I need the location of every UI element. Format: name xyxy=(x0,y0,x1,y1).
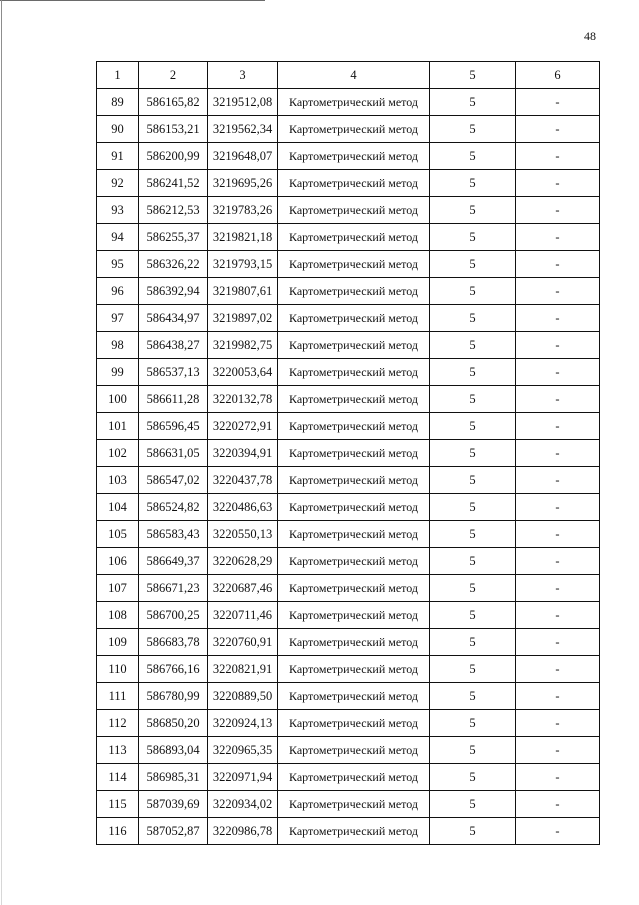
accuracy-cell: 5 xyxy=(430,494,516,521)
y-coordinate-cell: 3220486,63 xyxy=(208,494,278,521)
y-coordinate-cell: 3219821,18 xyxy=(208,224,278,251)
table-row xyxy=(97,521,600,548)
description-cell: - xyxy=(516,170,600,197)
accuracy-cell: 5 xyxy=(430,116,516,143)
table-row xyxy=(97,818,600,845)
accuracy-cell: 5 xyxy=(430,683,516,710)
accuracy-cell: 5 xyxy=(430,764,516,791)
y-coordinate-cell: 3220437,78 xyxy=(208,467,278,494)
point-number-cell: 101 xyxy=(97,413,139,440)
y-coordinate-cell: 3220965,35 xyxy=(208,737,278,764)
x-coordinate-cell: 586893,04 xyxy=(139,737,208,764)
accuracy-cell: 5 xyxy=(430,521,516,548)
point-number-cell: 90 xyxy=(97,116,139,143)
method-cell: Картометрический метод xyxy=(278,332,430,359)
x-coordinate-cell: 586153,21 xyxy=(139,116,208,143)
description-cell: - xyxy=(516,737,600,764)
accuracy-cell: 5 xyxy=(430,575,516,602)
x-coordinate-cell: 586547,02 xyxy=(139,467,208,494)
header-cell-col-2: 2 xyxy=(139,62,208,89)
y-coordinate-cell: 3220711,46 xyxy=(208,602,278,629)
y-coordinate-cell: 3220394,91 xyxy=(208,440,278,467)
table-row xyxy=(97,197,600,224)
point-number-cell: 96 xyxy=(97,278,139,305)
method-cell: Картометрический метод xyxy=(278,413,430,440)
point-number-cell: 89 xyxy=(97,89,139,116)
method-cell: Картометрический метод xyxy=(278,386,430,413)
scan-edge-top xyxy=(0,0,265,1)
description-cell: - xyxy=(516,386,600,413)
point-number-cell: 99 xyxy=(97,359,139,386)
point-number-cell: 114 xyxy=(97,764,139,791)
x-coordinate-cell: 586631,05 xyxy=(139,440,208,467)
table-row xyxy=(97,629,600,656)
accuracy-cell: 5 xyxy=(430,413,516,440)
table-row xyxy=(97,170,600,197)
accuracy-cell: 5 xyxy=(430,305,516,332)
accuracy-cell: 5 xyxy=(430,332,516,359)
y-coordinate-cell: 3219793,15 xyxy=(208,251,278,278)
accuracy-cell: 5 xyxy=(430,359,516,386)
accuracy-cell: 5 xyxy=(430,818,516,845)
y-coordinate-cell: 3220053,64 xyxy=(208,359,278,386)
header-cell-col-6: 6 xyxy=(516,62,600,89)
x-coordinate-cell: 586649,37 xyxy=(139,548,208,575)
table-row xyxy=(97,683,600,710)
table-row xyxy=(97,710,600,737)
method-cell: Картометрический метод xyxy=(278,170,430,197)
x-coordinate-cell: 586537,13 xyxy=(139,359,208,386)
y-coordinate-cell: 3219783,26 xyxy=(208,197,278,224)
point-number-cell: 94 xyxy=(97,224,139,251)
x-coordinate-cell: 586700,25 xyxy=(139,602,208,629)
description-cell: - xyxy=(516,710,600,737)
x-coordinate-cell: 586985,31 xyxy=(139,764,208,791)
x-coordinate-cell: 586524,82 xyxy=(139,494,208,521)
coordinates-table xyxy=(96,61,600,845)
method-cell: Картометрический метод xyxy=(278,629,430,656)
description-cell: - xyxy=(516,89,600,116)
point-number-cell: 98 xyxy=(97,332,139,359)
x-coordinate-cell: 586780,99 xyxy=(139,683,208,710)
description-cell: - xyxy=(516,143,600,170)
accuracy-cell: 5 xyxy=(430,89,516,116)
accuracy-cell: 5 xyxy=(430,440,516,467)
method-cell: Картометрический метод xyxy=(278,494,430,521)
header-cell-col-5: 5 xyxy=(430,62,516,89)
method-cell: Картометрический метод xyxy=(278,278,430,305)
point-number-cell: 103 xyxy=(97,467,139,494)
table-row xyxy=(97,89,600,116)
description-cell: - xyxy=(516,251,600,278)
x-coordinate-cell: 586671,23 xyxy=(139,575,208,602)
point-number-cell: 109 xyxy=(97,629,139,656)
method-cell: Картометрический метод xyxy=(278,737,430,764)
description-cell: - xyxy=(516,602,600,629)
y-coordinate-cell: 3220986,78 xyxy=(208,818,278,845)
description-cell: - xyxy=(516,683,600,710)
description-cell: - xyxy=(516,197,600,224)
description-cell: - xyxy=(516,413,600,440)
y-coordinate-cell: 3219807,61 xyxy=(208,278,278,305)
y-coordinate-cell: 3220889,50 xyxy=(208,683,278,710)
method-cell: Картометрический метод xyxy=(278,440,430,467)
point-number-cell: 106 xyxy=(97,548,139,575)
y-coordinate-cell: 3220628,29 xyxy=(208,548,278,575)
method-cell: Картометрический метод xyxy=(278,251,430,278)
description-cell: - xyxy=(516,764,600,791)
point-number-cell: 93 xyxy=(97,197,139,224)
table-row xyxy=(97,224,600,251)
y-coordinate-cell: 3220821,91 xyxy=(208,656,278,683)
accuracy-cell: 5 xyxy=(430,710,516,737)
description-cell: - xyxy=(516,818,600,845)
point-number-cell: 107 xyxy=(97,575,139,602)
y-coordinate-cell: 3219982,75 xyxy=(208,332,278,359)
table-row xyxy=(97,359,600,386)
accuracy-cell: 5 xyxy=(430,224,516,251)
y-coordinate-cell: 3220687,46 xyxy=(208,575,278,602)
x-coordinate-cell: 586438,27 xyxy=(139,332,208,359)
method-cell: Картометрический метод xyxy=(278,197,430,224)
point-number-cell: 102 xyxy=(97,440,139,467)
description-cell: - xyxy=(516,548,600,575)
method-cell: Картометрический метод xyxy=(278,116,430,143)
point-number-cell: 92 xyxy=(97,170,139,197)
x-coordinate-cell: 587039,69 xyxy=(139,791,208,818)
description-cell: - xyxy=(516,791,600,818)
table-row xyxy=(97,467,600,494)
accuracy-cell: 5 xyxy=(430,737,516,764)
table-row xyxy=(97,116,600,143)
point-number-cell: 104 xyxy=(97,494,139,521)
scan-edge-left xyxy=(1,0,2,905)
method-cell: Картометрический метод xyxy=(278,710,430,737)
x-coordinate-cell: 586241,52 xyxy=(139,170,208,197)
x-coordinate-cell: 586766,16 xyxy=(139,656,208,683)
description-cell: - xyxy=(516,521,600,548)
header-cell-col-1: 1 xyxy=(97,62,139,89)
point-number-cell: 108 xyxy=(97,602,139,629)
description-cell: - xyxy=(516,305,600,332)
x-coordinate-cell: 586583,43 xyxy=(139,521,208,548)
x-coordinate-cell: 586200,99 xyxy=(139,143,208,170)
point-number-cell: 110 xyxy=(97,656,139,683)
x-coordinate-cell: 586392,94 xyxy=(139,278,208,305)
description-cell: - xyxy=(516,575,600,602)
table-row xyxy=(97,332,600,359)
y-coordinate-cell: 3219562,34 xyxy=(208,116,278,143)
table-row xyxy=(97,764,600,791)
point-number-cell: 113 xyxy=(97,737,139,764)
x-coordinate-cell: 586255,37 xyxy=(139,224,208,251)
y-coordinate-cell: 3219897,02 xyxy=(208,305,278,332)
accuracy-cell: 5 xyxy=(430,602,516,629)
accuracy-cell: 5 xyxy=(430,548,516,575)
table-row xyxy=(97,737,600,764)
method-cell: Картометрический метод xyxy=(278,791,430,818)
table-row xyxy=(97,656,600,683)
method-cell: Картометрический метод xyxy=(278,683,430,710)
page-number: 48 xyxy=(584,29,596,43)
description-cell: - xyxy=(516,629,600,656)
description-cell: - xyxy=(516,494,600,521)
accuracy-cell: 5 xyxy=(430,656,516,683)
table-row xyxy=(97,305,600,332)
method-cell: Картометрический метод xyxy=(278,224,430,251)
table-row xyxy=(97,602,600,629)
table-row xyxy=(97,251,600,278)
description-cell: - xyxy=(516,116,600,143)
method-cell: Картометрический метод xyxy=(278,818,430,845)
description-cell: - xyxy=(516,359,600,386)
header-cell-col-4: 4 xyxy=(278,62,430,89)
method-cell: Картометрический метод xyxy=(278,548,430,575)
method-cell: Картометрический метод xyxy=(278,143,430,170)
method-cell: Картометрический метод xyxy=(278,305,430,332)
point-number-cell: 112 xyxy=(97,710,139,737)
header-cell-col-3: 3 xyxy=(208,62,278,89)
method-cell: Картометрический метод xyxy=(278,575,430,602)
y-coordinate-cell: 3219512,08 xyxy=(208,89,278,116)
table-row xyxy=(97,494,600,521)
y-coordinate-cell: 3220132,78 xyxy=(208,386,278,413)
method-cell: Картометрический метод xyxy=(278,359,430,386)
method-cell: Картометрический метод xyxy=(278,521,430,548)
point-number-cell: 115 xyxy=(97,791,139,818)
method-cell: Картометрический метод xyxy=(278,602,430,629)
x-coordinate-cell: 586596,45 xyxy=(139,413,208,440)
x-coordinate-cell: 586212,53 xyxy=(139,197,208,224)
table-row xyxy=(97,440,600,467)
point-number-cell: 116 xyxy=(97,818,139,845)
x-coordinate-cell: 586850,20 xyxy=(139,710,208,737)
point-number-cell: 97 xyxy=(97,305,139,332)
description-cell: - xyxy=(516,278,600,305)
point-number-cell: 91 xyxy=(97,143,139,170)
y-coordinate-cell: 3220272,91 xyxy=(208,413,278,440)
x-coordinate-cell: 586326,22 xyxy=(139,251,208,278)
table-header-row xyxy=(97,62,600,89)
accuracy-cell: 5 xyxy=(430,467,516,494)
y-coordinate-cell: 3220924,13 xyxy=(208,710,278,737)
accuracy-cell: 5 xyxy=(430,791,516,818)
accuracy-cell: 5 xyxy=(430,170,516,197)
y-coordinate-cell: 3219648,07 xyxy=(208,143,278,170)
point-number-cell: 111 xyxy=(97,683,139,710)
table-row xyxy=(97,413,600,440)
accuracy-cell: 5 xyxy=(430,143,516,170)
accuracy-cell: 5 xyxy=(430,629,516,656)
accuracy-cell: 5 xyxy=(430,251,516,278)
coordinates-table-body xyxy=(97,62,600,845)
y-coordinate-cell: 3220971,94 xyxy=(208,764,278,791)
method-cell: Картометрический метод xyxy=(278,89,430,116)
x-coordinate-cell: 586611,28 xyxy=(139,386,208,413)
x-coordinate-cell: 586434,97 xyxy=(139,305,208,332)
table-row xyxy=(97,791,600,818)
description-cell: - xyxy=(516,467,600,494)
y-coordinate-cell: 3220934,02 xyxy=(208,791,278,818)
description-cell: - xyxy=(516,440,600,467)
table-row xyxy=(97,575,600,602)
accuracy-cell: 5 xyxy=(430,197,516,224)
method-cell: Картометрический метод xyxy=(278,764,430,791)
accuracy-cell: 5 xyxy=(430,278,516,305)
description-cell: - xyxy=(516,332,600,359)
accuracy-cell: 5 xyxy=(430,386,516,413)
method-cell: Картометрический метод xyxy=(278,656,430,683)
table-row xyxy=(97,143,600,170)
x-coordinate-cell: 586683,78 xyxy=(139,629,208,656)
point-number-cell: 95 xyxy=(97,251,139,278)
point-number-cell: 100 xyxy=(97,386,139,413)
y-coordinate-cell: 3220760,91 xyxy=(208,629,278,656)
method-cell: Картометрический метод xyxy=(278,467,430,494)
x-coordinate-cell: 587052,87 xyxy=(139,818,208,845)
y-coordinate-cell: 3219695,26 xyxy=(208,170,278,197)
table-row xyxy=(97,548,600,575)
x-coordinate-cell: 586165,82 xyxy=(139,89,208,116)
point-number-cell: 105 xyxy=(97,521,139,548)
y-coordinate-cell: 3220550,13 xyxy=(208,521,278,548)
table-row xyxy=(97,386,600,413)
table-row xyxy=(97,278,600,305)
description-cell: - xyxy=(516,224,600,251)
description-cell: - xyxy=(516,656,600,683)
